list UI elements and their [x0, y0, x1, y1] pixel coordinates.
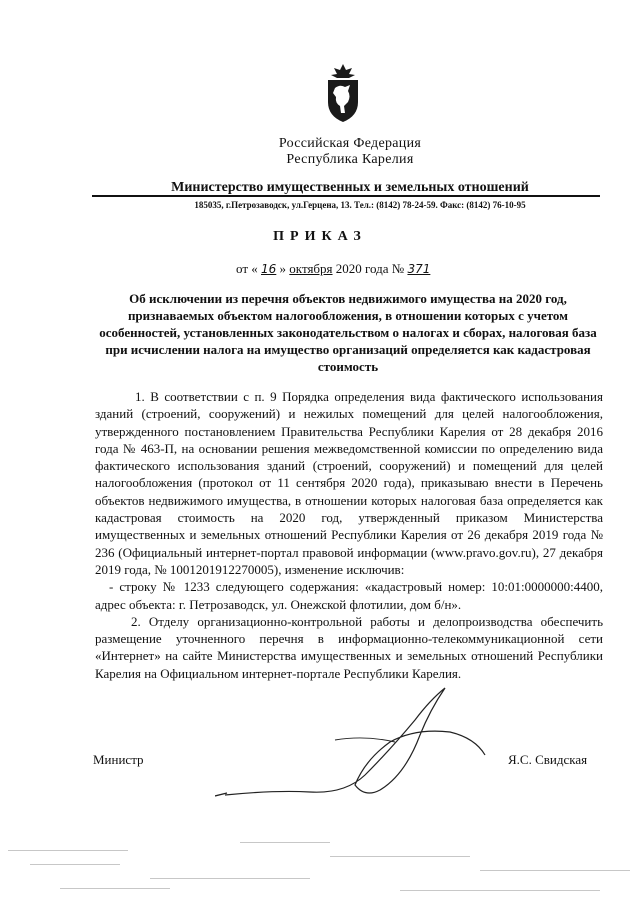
date-prefix: от «: [236, 261, 258, 276]
signatory-name: Я.С. Свидская: [508, 752, 588, 767]
ministry-name: Министерство имущественных и земельных отношений: [171, 180, 529, 195]
date-suffix: 2020 года №: [335, 261, 405, 276]
republic-name: Республика Карелия: [286, 152, 414, 167]
scan-noise-strip: [0, 830, 640, 905]
date-mid: »: [279, 261, 290, 276]
order-body: [95, 388, 603, 682]
paragraph-2: 2. Отделу организационно-контрольной работы и делопроизводства обеспечить размещение уточненного перечня в информационно-телекоммуникационной сети «Интернет» на сайте Министерства имущественных и земельных отношений Республики Карелия на Официальном интернет-портале Республики Карелия.: [95, 613, 603, 681]
order-title: Об исключении из перечня объектов недвижимого имущества на 2020 год, признаваемых объектом налогообложения, в отношении которых с учетом особенностей, установленных законодательством о налогах и сборах, налоговая база при исчислении налога на имущество организаций определяется как кадастровая стоимость: [99, 291, 597, 374]
handwritten-signature: [215, 680, 495, 810]
order-date-line: [236, 261, 430, 277]
karelia-emblem-icon: [324, 62, 362, 124]
order-month: октября: [289, 261, 333, 276]
header-divider: [92, 195, 600, 197]
excluded-line-item: - строку № 1233 следующего содержания: «кадастровый номер: 10:01:0000000:4400, адрес объекта: г. Петрозаводск, ул. Онежской флотилии, дом б/н».: [95, 579, 603, 612]
ministry-address: 185035, г.Петрозаводск, ул.Герцена, 13. Тел.: (8142) 78-24-59. Факс: (8142) 76-10-95: [194, 200, 526, 210]
order-number: 371: [407, 262, 431, 276]
paragraph-1: 1. В соответствии с п. 9 Порядка определения вида фактического использования зданий (строений, сооружений) и нежилых помещений для целей налогообложения, утвержденного постановлением Правительства Республики Карелия от 28 декабря 2016 года № 463-П, на основании решения межведомственной комиссии по определению вида фактического использования зданий (строений, сооружений) и помещений для целей налогообложения (протокол от 11 сентября 2020 года), приказываю внести в Перечень объектов недвижимого имущества, в отношении которых налоговая база определяется как кадастровая стоимость на 2020 год, утвержденный приказом Министерства имущественных и земельных отношений Республики Карелия от 26 декабря 2019 года № 236 (Официальный интернет-портал правовой информации (www.pravo.gov.ru), 27 декабря 2019 года, № 1001201912270005), изменение исключив:: [95, 389, 603, 577]
document-type-heading: ПРИКАЗ: [273, 229, 367, 244]
country-name: Российская Федерация: [278, 136, 422, 151]
order-day: 16: [261, 262, 277, 276]
signatory-position: Министр: [93, 752, 144, 767]
